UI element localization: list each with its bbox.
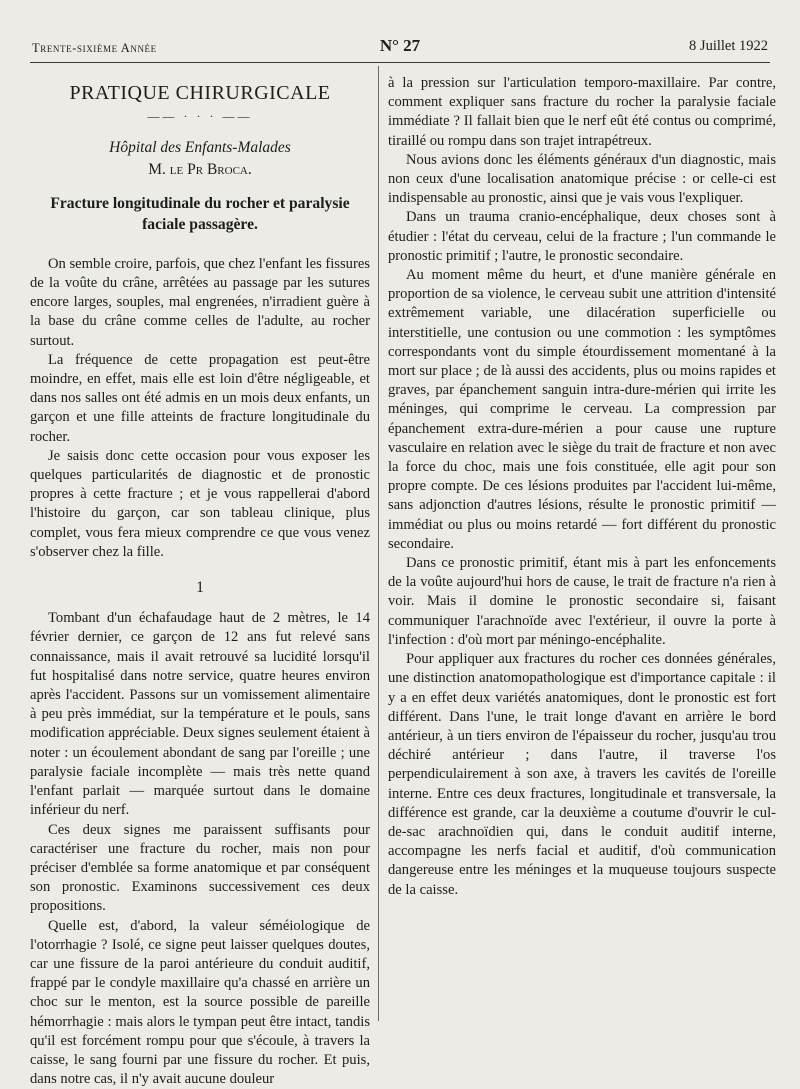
volume-year: Trente-sixième Année — [32, 41, 157, 55]
intro-paragraph: La fréquence de cette propagation est peut-être moindre, en effet, mais elle est loin d'être négligeable, et dans nos salles ont été admis en un mois deux enfants, un garçon et une fille atteints de fracture longitudinale du rocher. — [30, 351, 370, 445]
intro-paragraph: Je saisis donc cette occasion pour vous exposer les quelques particularités de diagnostic et de pronostic propres à cette fracture ; et je vous rappellerai d'abord l'histoire du garçon, car son tableau clinique, plus complet, vous fera mieux comprendre ce que vous venez s'observer chez la fille. — [30, 447, 370, 560]
body-paragraph: Nous avions donc les éléments généraux d'un diagnostic, mais non ceux d'une localisation anatomique précise : or celle-ci est indispensable au pronostic, ainsi que je vais vous l'expliquer. — [388, 151, 776, 207]
continued-paragraph: à la pression sur l'articulation temporo-maxillaire. Par contre, comment expliquer sans fracture du rocher la paralysie faciale immédiate ? Il fallait bien que le nerf eût été contus ou comprimé, tiraillé ou rompu dans son trajet intrapétreux. — [388, 75, 776, 149]
right-column — [388, 74, 776, 900]
ornament-divider: —— · · · —— — [147, 109, 253, 124]
left-column — [30, 74, 370, 1089]
issue-date: 8 Juillet 1922 — [689, 38, 768, 54]
issue-number: N° 27 — [379, 36, 421, 55]
section-number: 1 — [196, 579, 204, 597]
intro-paragraph: On semble croire, parfois, que chez l'enfant les fissures de la voûte du crâne, arrêtées au passage par les sutures encore larges, souples, mal engrenées, n'irradient guère à la base du crâne comme celles de l'adulte, au rocher surtout. — [30, 255, 370, 349]
section-title: PRATIQUE CHIRURGICALE — [69, 82, 331, 104]
column-divider — [378, 66, 379, 1021]
hospital-name: Hôpital des Enfants-Malades — [109, 139, 291, 157]
author-name: M. le Pr Broca. — [148, 160, 252, 178]
header-divider — [30, 62, 770, 63]
body-paragraph: Dans ce pronostic primitif, étant mis à part les enfoncements de la voûte aujourd'hui hors de cause, le trait de fracture n'a rien à voir. Mais il domine le pronostic secondaire si, faisant communiquer l'arachnoïde avec l'extérieur, il ouvre la porte à l'infection : d'où mort par méningo-encéphalite. — [388, 555, 776, 648]
body-paragraph: Quelle est, d'abord, la valeur séméiologique de l'otorrhagie ? Isolé, ce signe peut laisser quelques doutes, car une fissure de la paroi antérieure du conduit auditif, frappé par le condyle maxillaire qu'a chassé en arrière un choc sur le menton, est la source possible de pareille hémorrhagie : mais alors le tympan peut être intact, tandis qu'il est forcément rompu pour que s'écoule, à travers la caisse, le sang fourni par une fissure du rocher. Et puis, dans notre cas, il n'y avait aucune douleur — [30, 917, 370, 1088]
running-header — [30, 36, 770, 60]
body-paragraph: Tombant d'un échafaudage haut de 2 mètres, le 14 février dernier, ce garçon de 12 ans fut relevé sans connaissance, mais il avait retrouvé sa lucidité lorsqu'il fut hospitalisé dans notre service, quatre heures environ après l'accident. Passons sur un vomissement alimentaire à peu près immédiat, sur la température et le pouls, sans modification appréciable. Deux signes seulement étaient à noter : un écoulement abondant de sang par l'oreille ; une paralysie faciale incomplète — mais très nette quand l'enfant parlait — marquée surtout dans le domaine inférieur du nerf. — [30, 610, 370, 819]
body-paragraph: Ces deux signes me paraissent suffisants pour caractériser une fracture du rocher, mais non pour préciser d'emblée sa forme anatomique et par conséquent son pronostic. Examinons successivement ces deux propositions. — [30, 821, 370, 915]
body-paragraph: Dans un trauma cranio-encéphalique, deux choses sont à étudier : l'état du cerveau, celui de la fracture ; l'un commande le pronostic primitif ; l'autre, le pronostic secondaire. — [388, 209, 776, 264]
body-paragraph: Pour appliquer aux fractures du rocher ces données générales, une distinction anatomopathologique est d'importance capitale : il y a en effet deux variétés anatomiques, dont le pronostic est fort différent. Dans l'une, le trait longe d'avant en arrière le bord antérieur, à un tiers environ de l'épaisseur du rocher, jusqu'au trou déchiré antérieur ; dans l'autre, il traverse l'os perpendiculairement à son axe, à travers les cavités de l'oreille interne. Entre ces deux fractures, longitudinale et transversale, la différence est grande, car la deuxième a coutume d'ouvrir le cul-de-sac arachnoïdien qui, dans le conduit auditif interne, accompagne les nerfs facial et auditif, d'où communication dangereuse entre les méninges et la muqueuse toujours suspecte de la caisse. — [388, 651, 776, 898]
body-paragraph: Au moment même du heurt, et d'une manière générale en proportion de sa violence, le cerveau subit une attrition d'intensité extrêmement variable, une dilacération superficielle ou interstitielle, une contusion ou une commotion : les symptômes correspondants vont du simple étourdissement momentané à la mort sur place ; de là aussi des accidents, plus ou moins rapides et graves, par épanchement sanguin intra-dure-mérien qui irrite les méninges, qui comprime le cerveau. La compression par épanchement extra-dure-mérien a pour cause une rupture vasculaire en relation avec le siège du trait de fracture et non avec la force du choc, mais une fois constituée, elle agit pour son propre compte. De ces lésions produites par l'accident lui-même, sans adjonction d'autres lésions, résulte le pronostic primitif — immédiat ou plus ou moins retardé — fort différent du pronostic secondaire. — [388, 267, 776, 552]
article-title: Fracture longitudinale du rocher et paralysie faciale passagère. — [50, 194, 350, 233]
